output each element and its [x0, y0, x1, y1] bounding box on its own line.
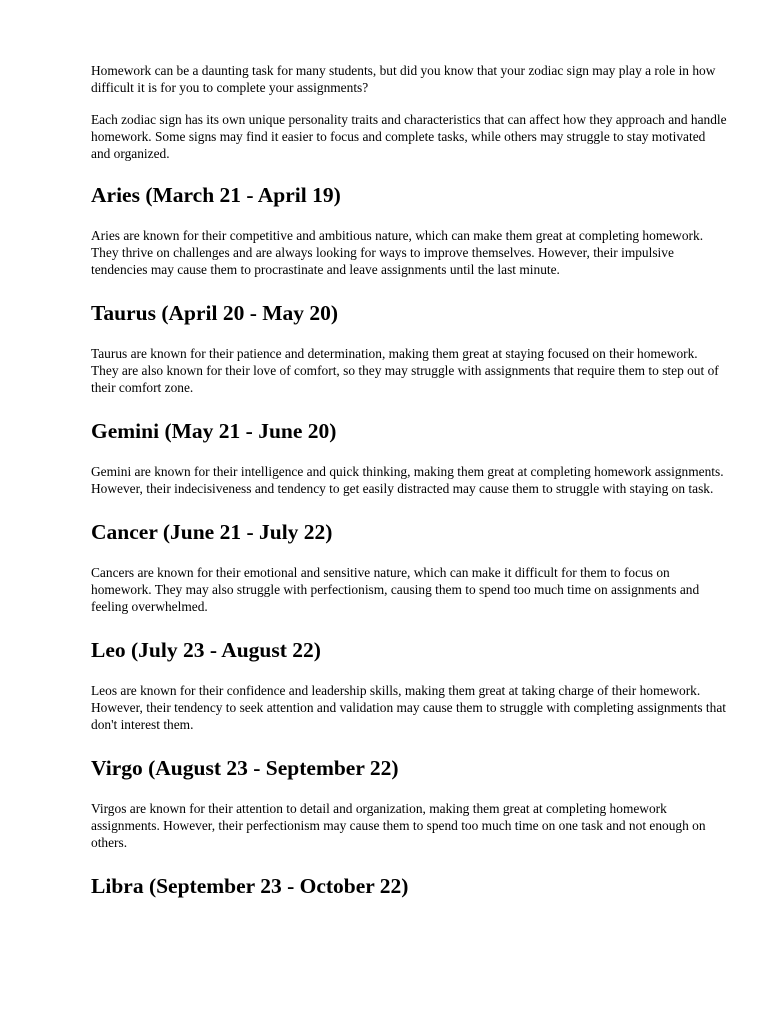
section-heading: Gemini (May 21 - June 20): [91, 419, 337, 443]
section-heading: Virgo (August 23 - September 22): [91, 756, 399, 780]
section-leo: [91, 637, 728, 733]
section-body: Leos are known for their confidence and leadership skills, making them great at taking charge of their homework. However, their tendency to seek attention and validation may cause them to struggle with completing assignments that don't interest them.: [91, 683, 726, 732]
section-heading: Taurus (April 20 - May 20): [91, 301, 339, 325]
section-body: Virgos are known for their attention to detail and organization, making them great at completing homework assignments. However, their perfectionism may cause them to spend too much time on one task and not enough on others.: [91, 801, 706, 850]
section-body: Gemini are known for their intelligence and quick thinking, making them great at completing homework assignments. However, their indecisiveness and tendency to get easily distracted may cause them to struggle with staying on task.: [91, 464, 724, 496]
section-body: Cancers are known for their emotional and sensitive nature, which can make it difficult for them to focus on homework. They may also struggle with perfectionism, causing them to spend too much time on assignments and feeling overwhelmed.: [91, 565, 700, 614]
section-heading: Aries (March 21 - April 19): [91, 183, 341, 207]
section-heading: Libra (September 23 - October 22): [91, 874, 409, 898]
intro-paragraph: Homework can be a daunting task for many students, but did you know that your zodiac sign may play a role in how difficult it is for you to complete your assignments?: [91, 63, 716, 95]
section-aries: [91, 182, 728, 278]
intro-paragraph: Each zodiac sign has its own unique personality traits and characteristics that can affect how they approach and handle homework. Some signs may find it easier to focus and complete tasks, while others may struggle to stay motivated and organized.: [91, 112, 727, 161]
section-cancer: [91, 519, 728, 615]
section-body: Taurus are known for their patience and determination, making them great at staying focused on their homework. They are also known for their love of comfort, so they may struggle with assignments that require them to step out of their comfort zone.: [91, 346, 719, 395]
section-gemini: [91, 418, 728, 497]
section-heading: Cancer (June 21 - July 22): [91, 520, 333, 544]
section-virgo: [91, 755, 728, 851]
section-taurus: [91, 300, 728, 396]
section-heading: Leo (July 23 - August 22): [91, 638, 321, 662]
section-libra: [91, 873, 728, 899]
intro: [91, 62, 728, 162]
section-body: Aries are known for their competitive and ambitious nature, which can make them great at completing homework. They thrive on challenges and are always looking for ways to improve themselves. However, their impulsive tendencies may cause them to procrastinate and leave assignments until the last minute.: [91, 228, 704, 277]
